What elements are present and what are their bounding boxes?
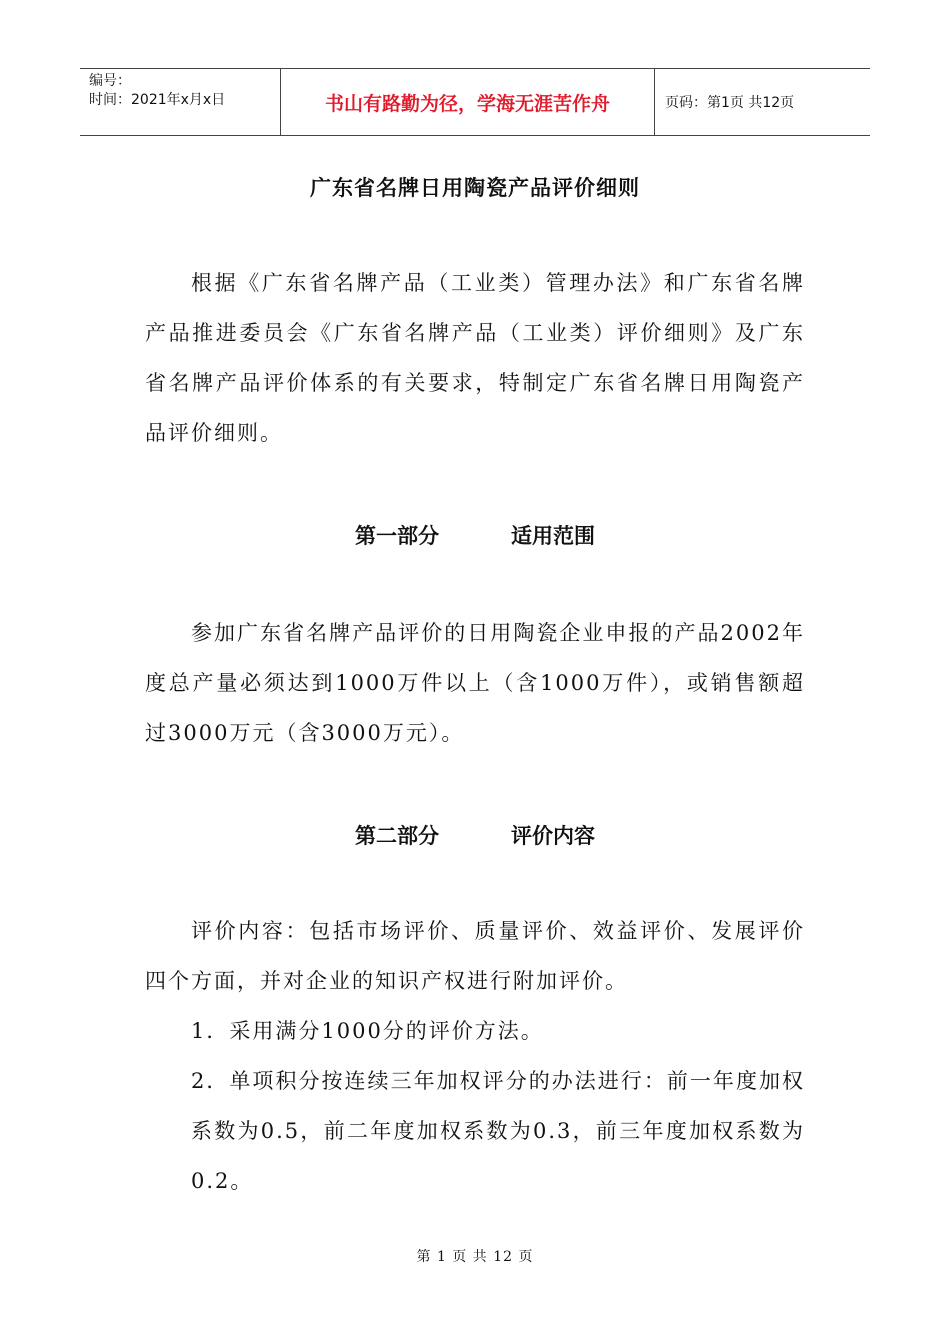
section-1-body: 参加广东省名牌产品评价的日用陶瓷企业申报的产品2002年度总产量必须达到1000万件以上（含1000万件），或销售额超过3000万元（含3000万元）。 (145, 621, 805, 745)
intro-paragraph: 根据《广东省名牌产品（工业类）管理办法》和广东省名牌产品推进委员会《广东省名牌产品（工业类）评价细则》及广东省名牌产品评价体系的有关要求，特制定广东省名牌日用陶瓷产品评价细则。 (145, 271, 805, 445)
section-2-name: 评价内容 (511, 824, 595, 848)
list-item: 1．采用满分1000分的评价方法。 (191, 1019, 544, 1043)
serial-label: 编号： (89, 73, 131, 89)
time-label: 时间：2021年x月x日 (89, 92, 226, 108)
document-title: 广东省名牌日用陶瓷产品评价细则 (310, 176, 640, 200)
section-2-heading (0, 820, 950, 850)
header-meta (80, 69, 281, 135)
list-item: 2．单项积分按连续三年加权评分的办法进行：前一年度加权系数为0.5，前二年度加权系数为0.3，前三年度加权系数为0.2。 (191, 1069, 805, 1193)
page-footer: 第 1 页 共 12 页 (416, 1249, 534, 1265)
header-table (80, 68, 870, 136)
header-page-info: 页码：第1页 共12页 (665, 95, 795, 111)
section-2-body: 评价内容：包括市场评价、质量评价、效益评价、发展评价四个方面，并对企业的知识产权进行附加评价。 (145, 919, 805, 993)
section-1-heading (0, 520, 950, 550)
section-2-part: 第二部分 (355, 824, 439, 848)
section-1-name: 适用范围 (511, 524, 595, 548)
header-motto: 书山有路勤为径，学海无涯苦作舟 (281, 69, 655, 135)
section-1-part: 第一部分 (355, 524, 439, 548)
